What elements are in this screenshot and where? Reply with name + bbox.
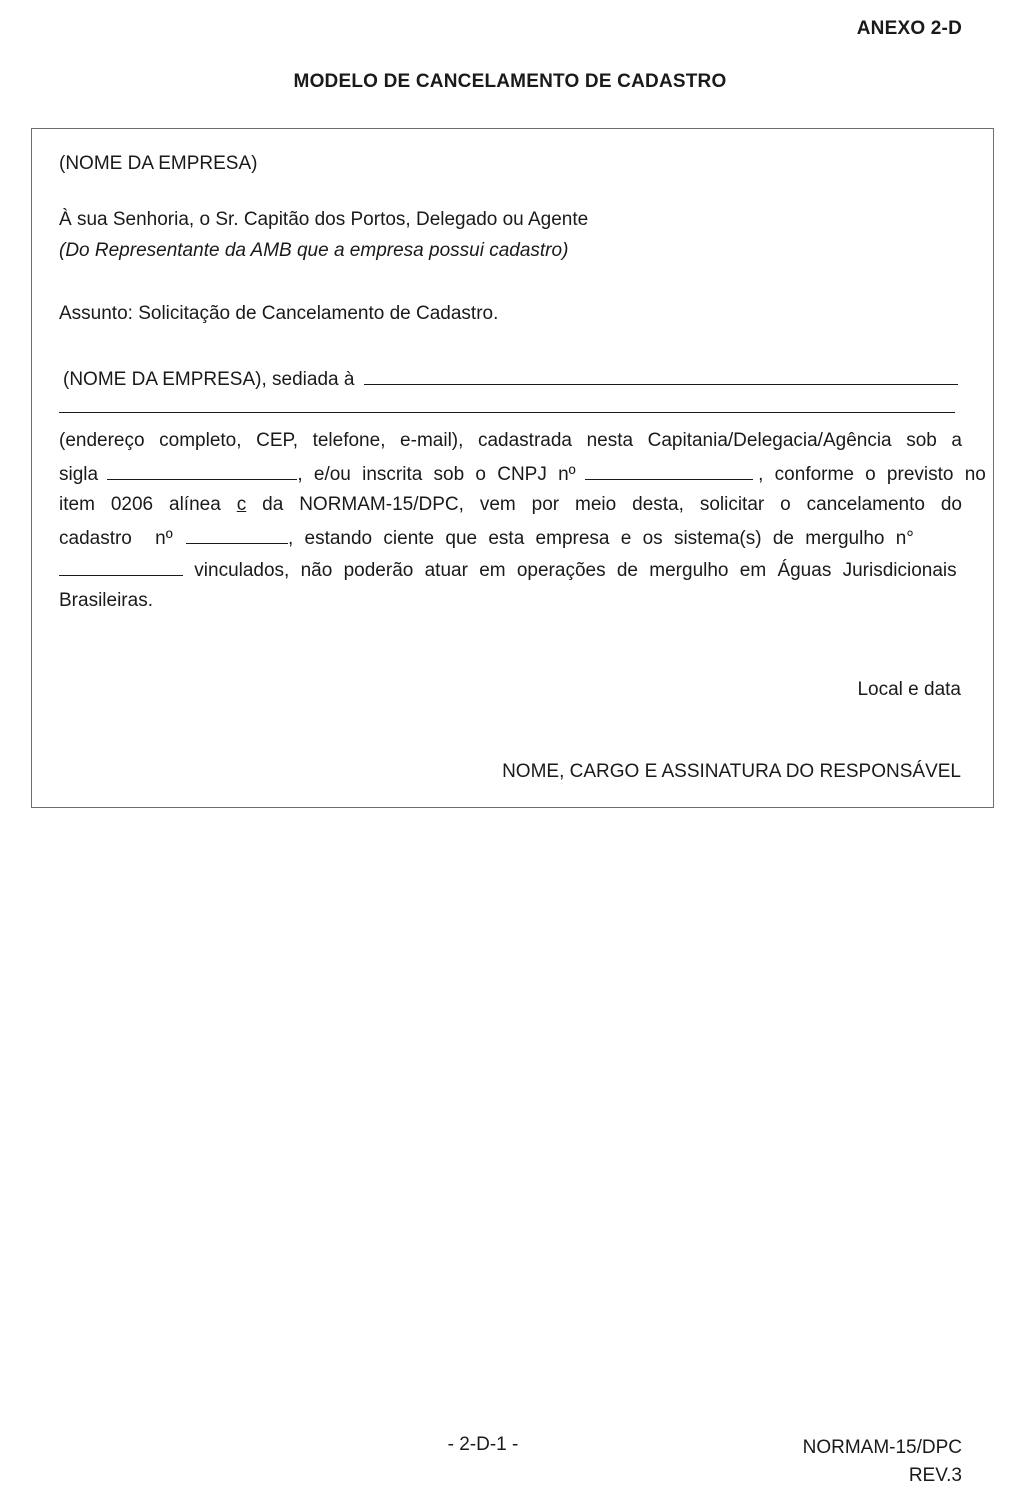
address-continuation-blank: [59, 394, 955, 413]
place-and-date: Local e data: [857, 679, 961, 700]
body-line-5: [59, 493, 962, 517]
form-template-box: [31, 128, 994, 808]
body-line-7: [59, 557, 962, 583]
line7-text: vinculados, não poderão atuar em operações de mergulho em Águas Jurisdicionais: [194, 560, 957, 581]
company-seat-label: (NOME DA EMPRESA), sediada à: [63, 369, 355, 390]
acronym-blank: [107, 461, 297, 480]
item-label: item 0206 alínea: [59, 494, 221, 515]
item-letter: c: [236, 494, 247, 515]
body-line-8: Brasileiras.: [59, 590, 153, 611]
body-line-4: [59, 461, 986, 487]
registration-blank: [186, 525, 288, 544]
revision-label: REV.3: [908, 1465, 962, 1486]
document-title: MODELO DE CANCELAMENTO DE CADASTRO: [293, 71, 727, 92]
body-line-6: [59, 525, 962, 551]
addressee-note: (Do Representante da AMB que a empresa possui cadastro): [59, 240, 569, 261]
signature-line: NOME, CARGO E ASSINATURA DO RESPONSÁVEL: [502, 761, 961, 782]
line4-end-text: , conforme o previsto no: [758, 464, 986, 485]
line5-end-text: da NORMAM-15/DPC, vem por meio desta, solicitar o cancelamento do: [262, 494, 962, 515]
registration-label: cadastro: [59, 528, 132, 549]
subject-line: Assunto: Solicitação de Cancelamento de Cadastro.: [59, 303, 499, 324]
diving-system-blank: [59, 557, 183, 576]
annex-label: ANEXO 2-D: [856, 18, 962, 39]
registration-number-label: nº: [155, 528, 173, 549]
norm-reference: NORMAM-15/DPC: [802, 1437, 962, 1458]
address-blank: [364, 366, 958, 385]
company-name-placeholder: (NOME DA EMPRESA): [59, 153, 258, 174]
body-line-3: (endereço completo, CEP, telefone, e-mail), cadastrada nesta Capitania/Delegacia/Agência sob a: [59, 430, 962, 451]
cnpj-blank: [585, 461, 753, 480]
body-line-2: [59, 394, 955, 420]
acronym-label: sigla: [59, 464, 99, 485]
line6-end-text: , estando ciente que esta empresa e os sistema(s) de mergulho n°: [287, 528, 914, 549]
footer-norm-block: [803, 1434, 962, 1490]
page-number: - 2-D-1 -: [447, 1434, 519, 1455]
addressee-line: À sua Senhoria, o Sr. Capitão dos Portos, Delegado ou Agente: [59, 209, 589, 230]
cnpj-label: , e/ou inscrita sob o CNPJ nº: [297, 464, 576, 485]
body-line-1: [63, 366, 958, 392]
